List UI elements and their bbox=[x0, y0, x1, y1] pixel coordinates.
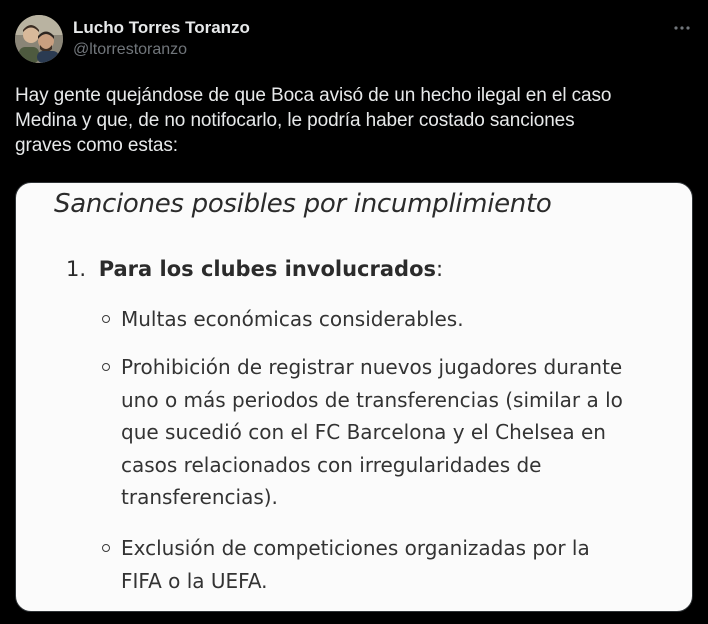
avatar-photo-icon bbox=[15, 15, 63, 63]
tweet-text: Hay gente quejándose de que Boca avisó de un hecho ilegal en el caso Medina y que, de no notifocarlo, le podría haber costado sanciones graves como estas: bbox=[15, 85, 612, 156]
more-options-button[interactable] bbox=[670, 16, 694, 40]
ellipsis-icon bbox=[672, 18, 692, 38]
author-handle[interactable]: @ltorrestoranzo bbox=[73, 41, 188, 58]
bullet-icon bbox=[102, 544, 110, 552]
bullet-text: Exclusión de competiciones organizadas por la FIFA o la UEFA. bbox=[121, 536, 590, 593]
bullet-text: Multas económicas considerables. bbox=[121, 307, 464, 331]
bullet-icon bbox=[102, 315, 110, 323]
author-display-name[interactable]: Lucho Torres Toranzo bbox=[73, 18, 250, 37]
list-heading-suffix: : bbox=[436, 257, 444, 281]
bullet-icon bbox=[102, 363, 110, 371]
tweet-author bbox=[73, 17, 250, 60]
bullet-item bbox=[102, 303, 464, 336]
list-number: 1. bbox=[66, 257, 87, 281]
list-heading: Para los clubes involucrados bbox=[98, 257, 436, 281]
bullet-item bbox=[102, 532, 590, 597]
avatar[interactable] bbox=[15, 15, 63, 63]
image-document bbox=[16, 183, 692, 611]
image-title: Sanciones posibles por incumplimiento bbox=[54, 189, 552, 219]
tweet-image[interactable] bbox=[15, 182, 693, 612]
ordered-list-item bbox=[66, 257, 443, 281]
bullet-text: Prohibición de registrar nuevos jugadores durante uno o más periodos de transferencias (similar a lo que sucedió con el FC Barcelona y el Chelsea en casos relacionados con irregularidades de transferencias). bbox=[121, 355, 623, 509]
bullet-item bbox=[102, 351, 623, 514]
